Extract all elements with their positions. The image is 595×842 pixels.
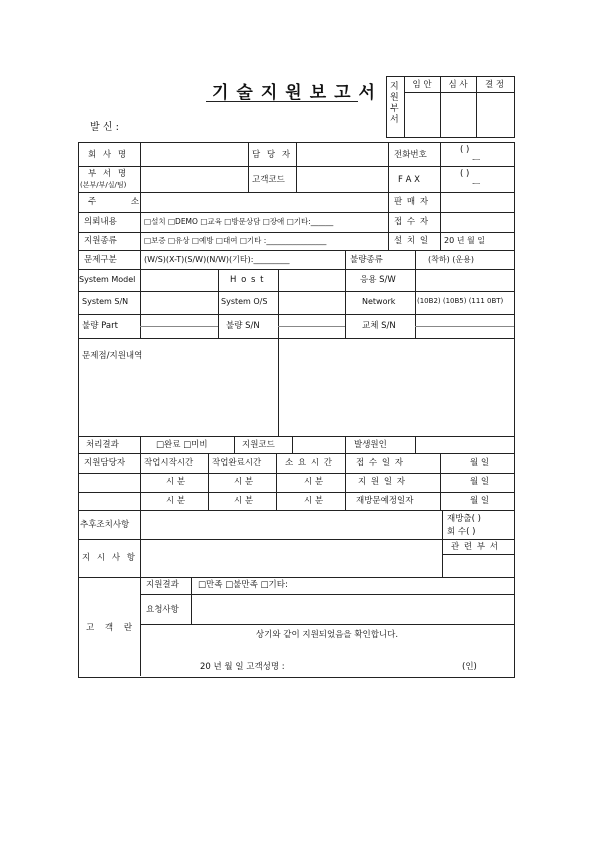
problem-detail-label: 문제점/지원내역 (82, 351, 143, 361)
customer-section-label: 고 객 란 (86, 623, 137, 633)
start-time-label: 작업시작시간 (144, 458, 194, 468)
defect-sn-label: 불량 S/N (226, 321, 260, 331)
system-os-label: System O/S (221, 297, 268, 306)
problem-type-label: 문제구분 (84, 255, 117, 265)
duration-2[interactable]: 시 분 (304, 496, 324, 506)
request-options[interactable]: □설치 □DEMO □교육 □방문상담 □장애 □기타:______ (144, 217, 334, 226)
support-code-label: 지원코드 (242, 440, 275, 450)
followup-label: 추후조치사항 (80, 520, 130, 530)
support-detail-field[interactable] (282, 342, 510, 432)
receiver-label: 접 수 자 (394, 217, 430, 227)
dept-sub-label: (본부/부/실/팀) (80, 181, 127, 189)
seal-mark: (인) (462, 662, 477, 672)
receipt-date-label: 접 수 일 자 (356, 458, 404, 468)
install-date-label: 설 치 일 (394, 236, 430, 246)
app-sw-label: 응용 S/W (360, 275, 396, 285)
fax-area-code[interactable]: ( ) (460, 169, 470, 179)
end-time-label: 작업완료시간 (212, 458, 262, 468)
support-result-label: 지원결과 (146, 580, 179, 590)
approval-side-label: 지원부서 (390, 82, 399, 125)
phone-area-code[interactable]: ( ) (460, 145, 470, 155)
problem-detail-field[interactable] (82, 364, 274, 432)
support-month-day[interactable]: 월 일 (470, 477, 490, 487)
defect-type-label: 불량종류 (350, 255, 383, 265)
end-time-1[interactable]: 시 분 (234, 477, 254, 487)
problem-type-options[interactable]: (W/S)(X-T)(S/W)(N/W)(기타):_________ (144, 255, 290, 264)
support-date-label: 지 원 일 자 (358, 477, 406, 487)
followup-field[interactable] (144, 514, 438, 536)
defect-part-label: 불량 Part (82, 321, 118, 331)
approval-col-1: 임 안 (412, 80, 432, 90)
support-result-options[interactable]: □만족 □불만족 □기타: (198, 580, 288, 590)
fax-label: F A X (398, 175, 420, 185)
support-type-options[interactable]: □보증 □유상 □예방 □대여 □기타 :________________ (144, 236, 327, 245)
address-field[interactable] (144, 195, 384, 209)
start-time-1[interactable]: 시 분 (166, 477, 186, 487)
defect-type-options[interactable]: (착하) (운용) (428, 255, 474, 264)
receipt-month-day[interactable]: 월 일 (470, 458, 490, 468)
result-label: 처리결과 (86, 440, 119, 450)
engineer-label: 지원담당자 (84, 458, 126, 468)
host-label: H o s t (230, 275, 265, 285)
customer-code-label: 고객코드 (252, 175, 285, 185)
phone-dash: ㅡ (472, 156, 481, 166)
related-dept-label: 관 련 부 서 (451, 542, 499, 552)
revisit-month-day[interactable]: 월 일 (470, 496, 490, 506)
start-time-2[interactable]: 시 분 (166, 496, 186, 506)
replace-sn-label: 교체 S/N (362, 321, 396, 331)
title-underline (206, 101, 358, 102)
approval-col-3: 결 정 (484, 80, 505, 90)
fax-dash: ㅡ (472, 180, 481, 190)
phone-label: 전화번호 (394, 150, 427, 160)
person-in-charge-label: 담 당 자 (252, 150, 293, 160)
instruction-label: 지 시 사 항 (82, 553, 137, 563)
end-time-2[interactable]: 시 분 (234, 496, 254, 506)
request-items-label: 요청사항 (146, 605, 179, 615)
sign-date-line[interactable]: 20 년 월 일 고객성명 : (200, 662, 285, 672)
revisit-date-label: 재방문예정일자 (356, 496, 414, 506)
company-name-field[interactable] (144, 146, 244, 162)
system-model-label: System Model (79, 275, 136, 284)
duration-label: 소 요 시 간 (285, 458, 333, 468)
company-name-label: 회 사 명 (88, 150, 129, 160)
request-label: 의뢰내용 (84, 217, 117, 227)
request-items-field[interactable] (195, 598, 510, 620)
person-in-charge-field[interactable] (300, 146, 384, 162)
approval-col-2: 심 사 (448, 80, 468, 90)
result-options[interactable]: □완료 □미비 (156, 440, 208, 450)
dept-field[interactable] (144, 170, 244, 188)
dept-label: 부 서 명 (88, 169, 129, 179)
address-label: 주 소 (88, 197, 156, 207)
network-label: Network (362, 297, 396, 306)
confirm-text: 상기와 같이 지원되었음을 확인합니다. (255, 630, 399, 640)
support-type-label: 지원종류 (84, 236, 117, 246)
system-sn-label: System S/N (82, 297, 129, 306)
network-options[interactable]: (10B2) (10B5) (111 0BT) (417, 297, 504, 305)
duration-1[interactable]: 시 분 (304, 477, 324, 487)
customer-code-field[interactable] (300, 170, 384, 188)
visit-count-label: 회 수( ) (447, 527, 476, 537)
cause-label: 발생원인 (354, 440, 387, 450)
instruction-field[interactable] (144, 543, 438, 573)
page-title: 기술지원보고서 (212, 83, 383, 103)
sender-label: 발 신 : (90, 122, 120, 133)
revisit-count-label: 재방출( ) (447, 514, 481, 524)
install-date-value[interactable]: 20 년 월 일 (444, 236, 485, 245)
seller-label: 판 매 자 (394, 197, 430, 207)
